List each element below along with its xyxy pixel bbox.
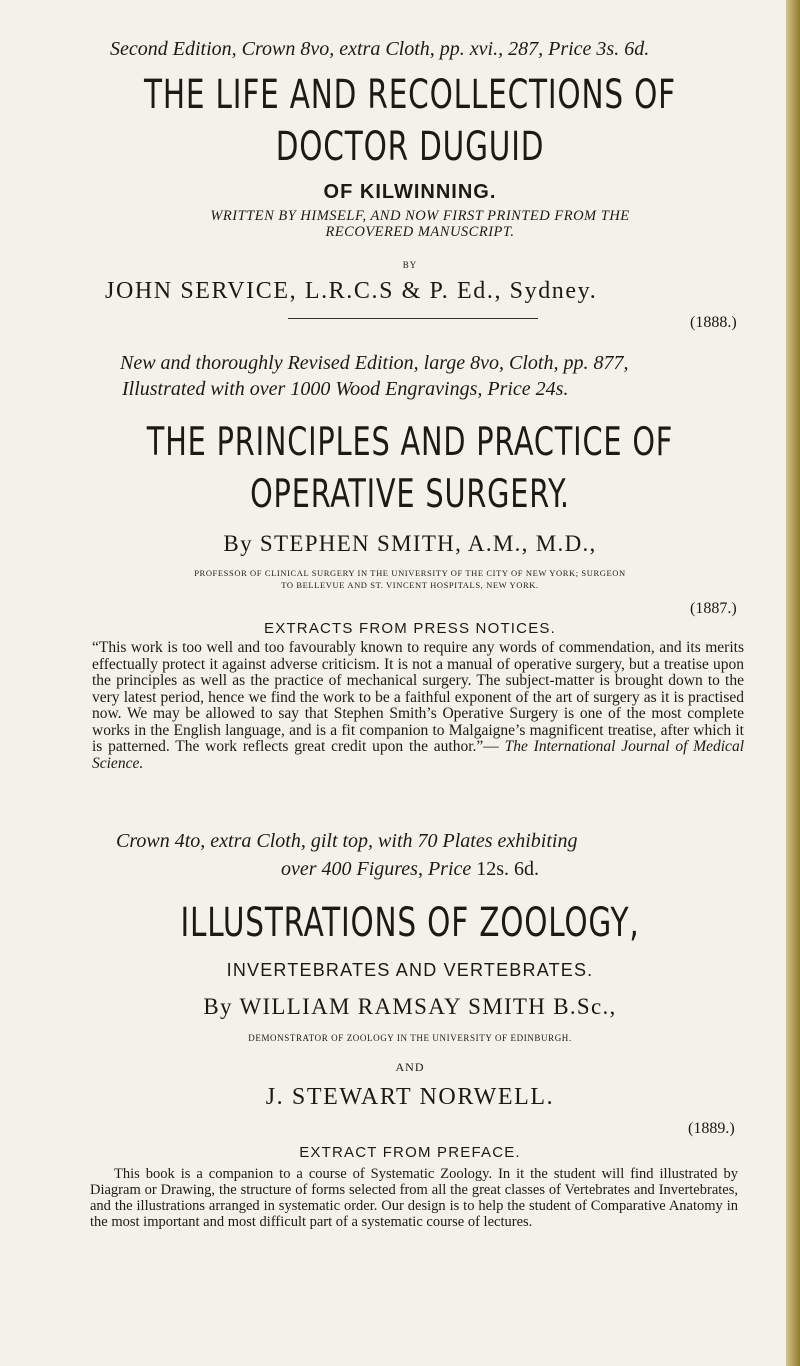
book3-year: (1889.) — [688, 1120, 735, 1137]
book2-author: By STEPHEN SMITH, A.M., M.D., — [223, 531, 597, 556]
book3-edition-line2 — [80, 858, 740, 881]
book3-author-title: DEMONSTRATOR OF ZOOLOGY IN THE UNIVERSITY OF EDINBURGH. — [248, 1033, 572, 1043]
book2-author-title1: PROFESSOR OF CLINICAL SURGERY IN THE UNIVERSITY OF THE CITY OF NEW YORK; SURGEON — [194, 568, 626, 578]
book1-written-line1: WRITTEN BY HIMSELF, AND NOW FIRST PRINTED FROM THE — [210, 208, 630, 224]
book3-title-text1: ILLUSTRATIONS OF ZOOLOGY, — [180, 900, 640, 946]
book3-author: By WILLIAM RAMSAY SMITH B.Sc., — [203, 994, 617, 1019]
book2-title-text2: OPERATIVE SURGERY. — [250, 472, 570, 517]
book2-edition-line1: New and thoroughly Revised Edition, large 8vo, Cloth, pp. 877, — [120, 352, 629, 374]
book1-title-text2: DOCTOR DUGUID — [275, 124, 545, 170]
book2-extracts-heading: EXTRACTS FROM PRESS NOTICES. — [264, 620, 556, 637]
book1-title-line1 — [80, 72, 740, 118]
book2-year: (1887.) — [690, 600, 737, 617]
book1-written-line2: RECOVERED MANUSCRIPT. — [325, 224, 515, 240]
book2-review — [92, 640, 744, 772]
book3-edition-price: 12s. 6d. — [476, 858, 540, 880]
book3-preface: This book is a companion to a course of Systematic Zoology. In it the student will find illustrated by Diagram or Drawing, the structure of forms selected from all the great classes of Vertebrates and Invertebrates, and the illustrations arranged in systematic order. Our design is to help the student of Comparative Anatomy in the most important and most difficult part of a systematic course of lectures. — [90, 1166, 738, 1230]
book3-title-line2: INVERTEBRATES AND VERTEBRATES. — [226, 960, 594, 980]
book3-extract-heading: EXTRACT FROM PREFACE. — [299, 1144, 521, 1161]
book1-divider — [288, 318, 538, 319]
book1-edition-line — [110, 38, 720, 61]
book2-edition-line2: Illustrated with over 1000 Wood Engravings, Price 24s. — [122, 378, 569, 400]
book1-subtitle: OF KILWINNING. — [323, 181, 497, 203]
book1-author: JOHN SERVICE, L.R.C.S & P. Ed., Sydney. — [105, 278, 598, 304]
book1-edition-text: Second Edition, Crown 8vo, extra Cloth, pp. xvi., 287, Price 3s. 6d. — [110, 38, 650, 60]
book2-review-text: “This work is too well and too favourably known to require any words of commendation, and its merits effectually protect it against adverse criticism. It is not a manual of operative surgery, but a treatise upon the principles as well as the practice of mechanical surgery. The subject-matter is brought down to the very latest period, hence we find the work to be a faithful exponent of the art of surgery as it is practised now. We may be allowed to say that Stephen Smith’s Operative Surgery is one of the most complete works in the English language, and is a fit companion to Malgaigne’s magnificent treatise, after which it is patterned. The work reflects great credit upon the author.”— — [92, 639, 744, 755]
book3-and: AND — [395, 1060, 425, 1074]
book1-title-line2 — [80, 124, 740, 170]
book1-title-text1: THE LIFE AND RECOLLECTIONS OF — [144, 72, 676, 118]
book2-author-title2: TO BELLEVUE AND ST. VINCENT HOSPITALS, NEW YORK. — [281, 580, 539, 590]
book2-title-line2 — [80, 472, 740, 517]
book2-title-line1 — [80, 420, 740, 465]
book1-by: BY — [402, 260, 418, 270]
book3-edition-line1: Crown 4to, extra Cloth, gilt top, with 70 Plates exhibiting — [116, 830, 578, 852]
book1-year: (1888.) — [690, 314, 737, 331]
book3-edition-prefix: over 400 Figures, Price — [280, 858, 472, 880]
book2-title-text1: THE PRINCIPLES AND PRACTICE OF — [146, 420, 674, 465]
page-edge — [786, 0, 800, 1366]
book2-review-source: The International Journal of Medical Science. — [92, 738, 744, 772]
book3-coauthor: J. STEWART NORWELL. — [265, 1084, 555, 1110]
book3-title-line1 — [80, 900, 740, 946]
